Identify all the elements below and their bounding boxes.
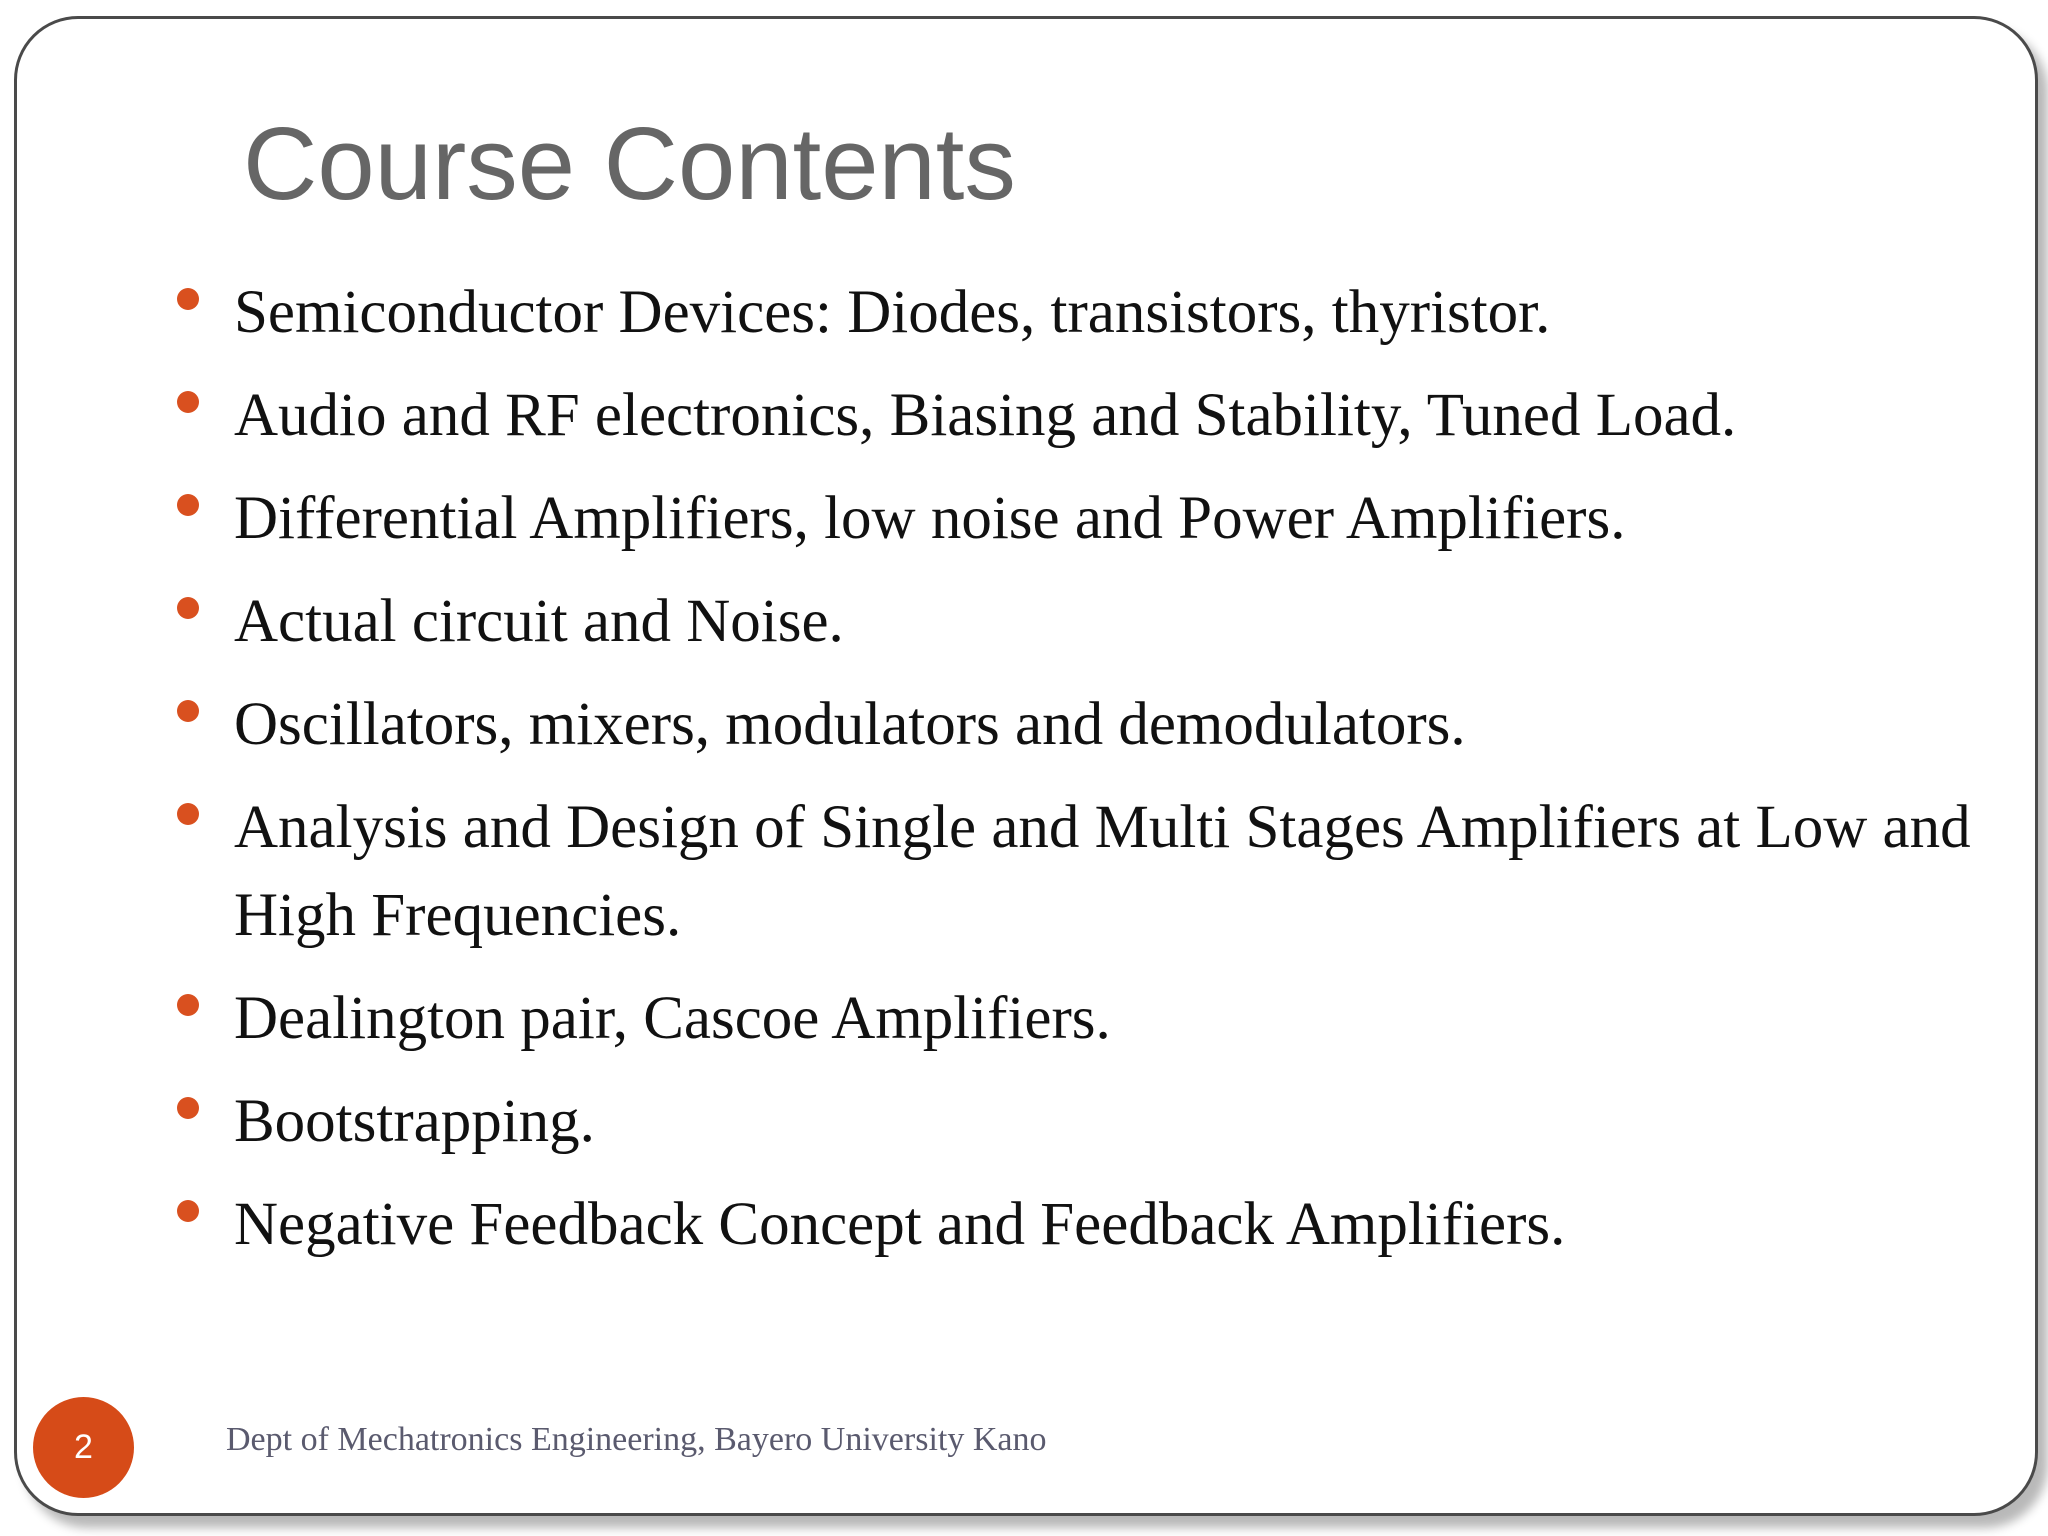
bullet-item [177, 269, 1997, 357]
bullet-text: Bootstrapping. [234, 1088, 595, 1155]
bullet-dot-icon [177, 288, 199, 310]
bullet-text: Audio and RF electronics, Biasing and Stability, Tuned Load. [234, 382, 1737, 449]
bullet-text: Semiconductor Devices: Diodes, transistors, thyristor. [234, 279, 1551, 346]
bullet-list [177, 269, 1997, 1284]
footer-text: Dept of Mechatronics Engineering, Bayero University Kano [226, 1421, 1047, 1458]
bullet-text: Actual circuit and Noise. [234, 588, 844, 655]
bullet-dot-icon [177, 1097, 199, 1119]
bullet-text: Oscillators, mixers, modulators and demodulators. [234, 691, 1466, 758]
bullet-dot-icon [177, 803, 199, 825]
bullet-dot-icon [177, 391, 199, 413]
bullet-text: Differential Amplifiers, low noise and Power Amplifiers. [234, 485, 1626, 552]
bullet-text: Analysis and Design of Single and Multi Stages Amplifiers at Low and High Frequencies. [234, 794, 1971, 949]
bullet-dot-icon [177, 1200, 199, 1222]
slide-title: Course Contents [243, 106, 1016, 221]
bullet-item [177, 475, 1997, 563]
bullet-item [177, 578, 1997, 666]
bullet-item [177, 1078, 1997, 1166]
bullet-dot-icon [177, 994, 199, 1016]
bullet-dot-icon [177, 700, 199, 722]
bullet-dot-icon [177, 494, 199, 516]
bullet-item [177, 975, 1997, 1063]
bullet-item [177, 681, 1997, 769]
bullet-text: Negative Feedback Concept and Feedback Amplifiers. [234, 1191, 1566, 1258]
bullet-item [177, 372, 1997, 460]
slide-number-badge: 2 [33, 1397, 134, 1498]
bullet-item [177, 1181, 1997, 1269]
slide [14, 16, 2038, 1516]
bullet-item [177, 784, 1997, 960]
bullet-text: Dealington pair, Cascoe Amplifiers. [234, 985, 1111, 1052]
bullet-dot-icon [177, 597, 199, 619]
